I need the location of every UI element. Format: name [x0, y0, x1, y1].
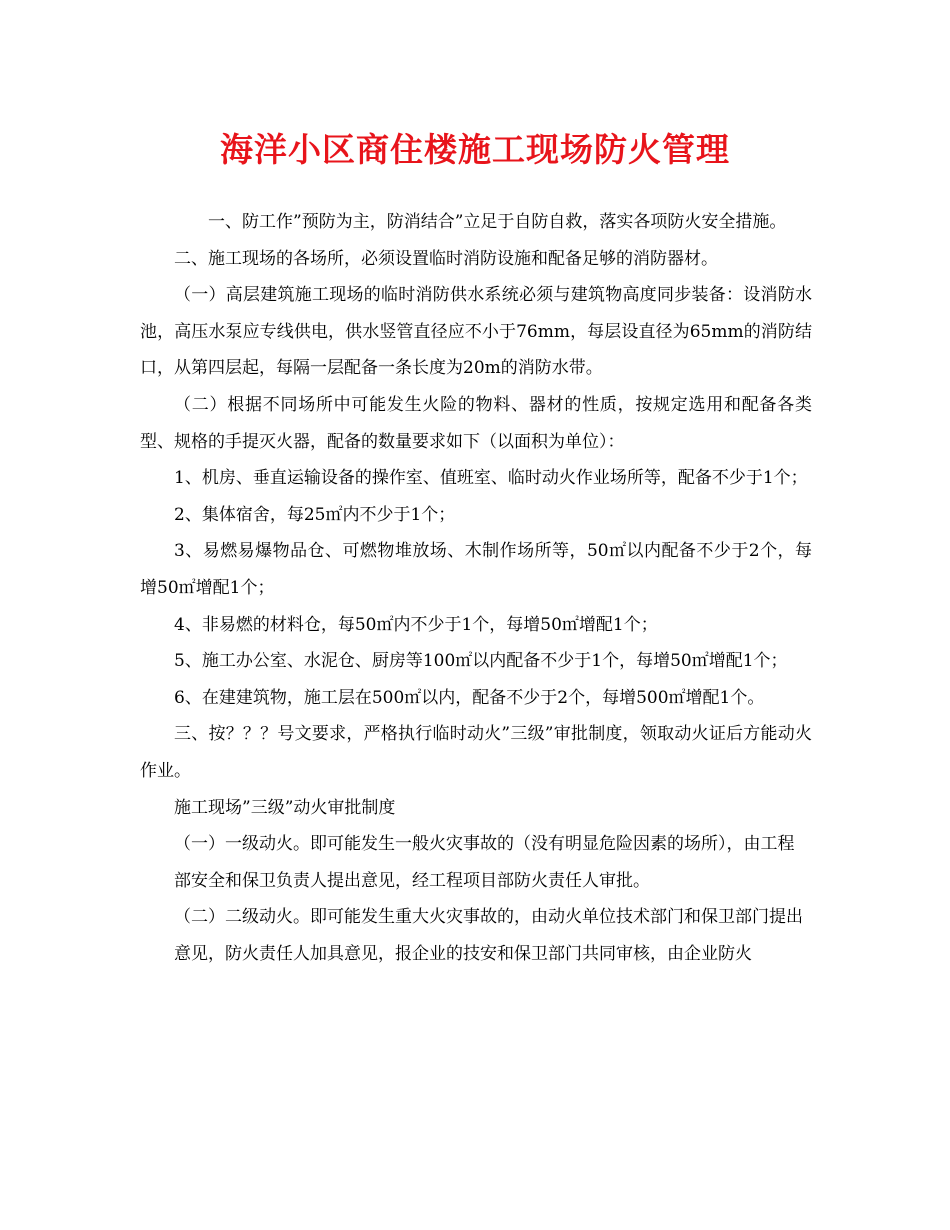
- paragraph-7: 3、易燃易爆物品仓、可燃物堆放场、木制作场所等，50㎡以内配备不少于2个，每增50㎡增配1个；: [140, 541, 812, 598]
- paragraph-2: 二、施工现场的各场所，必须设置临时消防设施和配备足够的消防器材。: [174, 248, 718, 269]
- document-body: [140, 204, 812, 972]
- paragraph-13: （一）一级动火。即可能发生一般火灾事故的（没有明显危险因素的场所），由工程: [174, 834, 795, 855]
- paragraph-3: （一）高层建筑施工现场的临时消防供水系统必须与建筑物高度同步装备：设消防水池，高压水泵应专线供电，供水竖管直径应不小于76mm，每层设直径为65mm的消防结口，从第四层起，每隔一层配备一条长度为20m的消防水带。: [140, 285, 812, 379]
- paragraph-16: 意见，防火责任人加具意见，报企业的技安和保卫部门共同审核，由企业防火: [174, 943, 752, 964]
- paragraph-5: 1、机房、垂直运输设备的操作室、值班室、临时动火作业场所等，配备不少于1个；: [174, 468, 808, 489]
- document-title: 海洋小区商住楼施工现场防火管理: [220, 130, 730, 169]
- paragraph-1: 一、防工作”预防为主，防消结合”立足于自防自救，落实各项防火安全措施。: [208, 212, 787, 232]
- paragraph-12: 施工现场”三级”动火审批制度: [174, 797, 396, 818]
- paragraph-10: 6、在建建筑物，施工层在500㎡以内，配备不少于2个，每增500㎡增配1个。: [174, 687, 765, 708]
- paragraph-14: 部安全和保卫负责人提出意见，经工程项目部防火责任人审批。: [174, 870, 650, 891]
- paragraph-9: 5、施工办公室、水泥仓、厨房等100㎡以内配备不少于1个，每增50㎡增配1个；: [174, 651, 788, 672]
- paragraph-8: 4、非易燃的材料仓，每50㎡内不少于1个，每增50㎡增配1个；: [174, 614, 658, 635]
- paragraph-6: 2、集体宿舍，每25㎡内不少于1个；: [174, 504, 456, 525]
- paragraph-4: （二）根据不同场所中可能发生火险的物料、器材的性质，按规定选用和配备各类型、规格的手提灭火器，配备的数量要求如下（以面积为单位）：: [140, 394, 812, 452]
- paragraph-11: 三、按？？？号文要求，严格执行临时动火”三级”审批制度，领取动火证后方能动火作业。: [140, 724, 812, 781]
- paragraph-15: （二）二级动火。即可能发生重大火灾事故的，由动火单位技术部门和保卫部门提出: [174, 907, 803, 928]
